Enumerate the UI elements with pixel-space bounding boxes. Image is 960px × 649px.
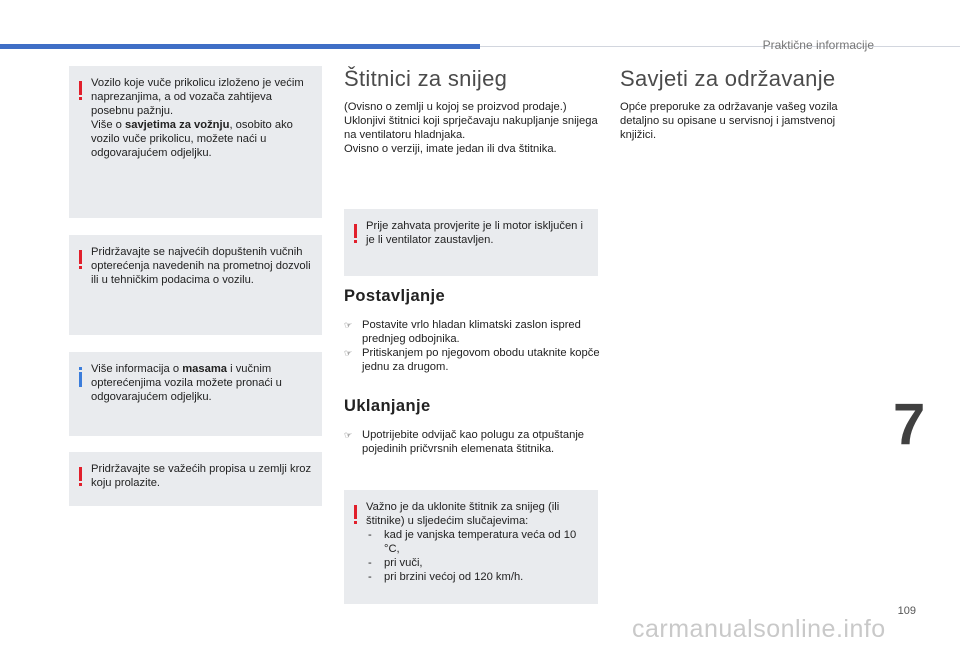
bold-term: masama xyxy=(182,363,227,375)
subheading-removal: Uklanjanje xyxy=(344,397,431,415)
warning-icon xyxy=(353,505,358,525)
installation-steps xyxy=(344,318,600,374)
section-title-snow-guards: Štitnici za snijeg xyxy=(344,66,508,91)
info-text: Više informacija o masama i vučnim opterećenjima vozila možete pronaći u odgovarajućem odjeljku. xyxy=(91,363,282,403)
warning-box-loads xyxy=(69,235,322,335)
warning-text: Prije zahvata provjerite je li motor isključen i je li ventilator zaustavljen. xyxy=(366,220,583,246)
list-item: - pri brzini većoj od 120 km/h. xyxy=(368,571,524,583)
pointer-hand-icon: ☞ xyxy=(344,320,353,330)
page-number: 109 xyxy=(897,605,916,617)
info-box-masses xyxy=(69,352,322,436)
pointer-hand-icon: ☞ xyxy=(344,348,353,358)
warning-box-regulations xyxy=(69,452,322,506)
list-item: ☞ Postavite vrlo hladan klimatski zaslon ispred prednjeg odbojnika. xyxy=(344,319,581,345)
snow-guards-intro: (Ovisno o zemlji u kojoj se proizvod prodaje.) Uklonjivi štitnici koji sprječavaju nakupljanje snijega na ventilatoru hladnjaka. Ovisno o verziji, imate jedan ili dva štitnika. xyxy=(344,101,598,155)
warning-text: Pridržavajte se važećih propisa u zemlji kroz koju prolazite. xyxy=(91,463,312,489)
warning-box-towing xyxy=(69,66,322,218)
list-item: ☞ Pritiskanjem po njegovom obodu utaknite kopče jednu za drugom. xyxy=(344,347,600,373)
warning-icon xyxy=(353,224,358,244)
subheading-installation: Postavljanje xyxy=(344,287,446,305)
list-item: - pri vuči, xyxy=(368,557,423,569)
header-accent-bar xyxy=(0,44,480,49)
warning-box-engine-off xyxy=(344,209,598,276)
warning-text: Važno je da uklonite štitnik za snijeg (ili štitnike) u sljedećim slučajevima: - kad je vanjska temperatura veća od 10 °C, - pri vuči, - pri brzini većoj od 120 km/h. xyxy=(366,500,588,584)
chapter-number: 7 xyxy=(893,392,926,457)
section-label: Praktične informacije xyxy=(762,38,874,52)
bold-term: savjetima za vožnju xyxy=(125,119,230,131)
info-icon xyxy=(78,367,83,387)
maintenance-text: Opće preporuke za održavanje vašeg vozila detaljno su opisane u servisnoj i jamstvenoj knjižici. xyxy=(620,101,838,141)
warning-icon xyxy=(78,467,83,487)
warning-icon xyxy=(78,250,83,270)
warning-text: Pridržavajte se najvećih dopuštenih vučnih opterećenja navedenih na prometnoj dozvoli ili u tehničkim podacima o vozilu. xyxy=(91,246,311,286)
pointer-hand-icon: ☞ xyxy=(344,430,353,440)
section-title-maintenance: Savjeti za održavanje xyxy=(620,66,836,91)
warning-icon xyxy=(78,81,83,101)
warning-box-remove-conditions xyxy=(344,490,598,604)
removal-steps xyxy=(344,428,600,456)
watermark: carmanualsonline.info xyxy=(632,615,886,643)
header-rule xyxy=(480,46,960,47)
list-item: ☞ Upotrijebite odvijač kao polugu za otpuštanje pojedinih pričvrsnih elemenata štitnika. xyxy=(344,429,585,455)
list-item: - kad je vanjska temperatura veća od 10 °C, xyxy=(368,529,577,555)
warning-text: Vozilo koje vuče prikolicu izloženo je većim naprezanjima, a od vozača zahtijeva posebnu pažnju. Više o savjetima za vožnju, osobito ako vozilo vuče prikolicu, možete naći u odgovarajućem odjeljku. xyxy=(91,77,304,159)
